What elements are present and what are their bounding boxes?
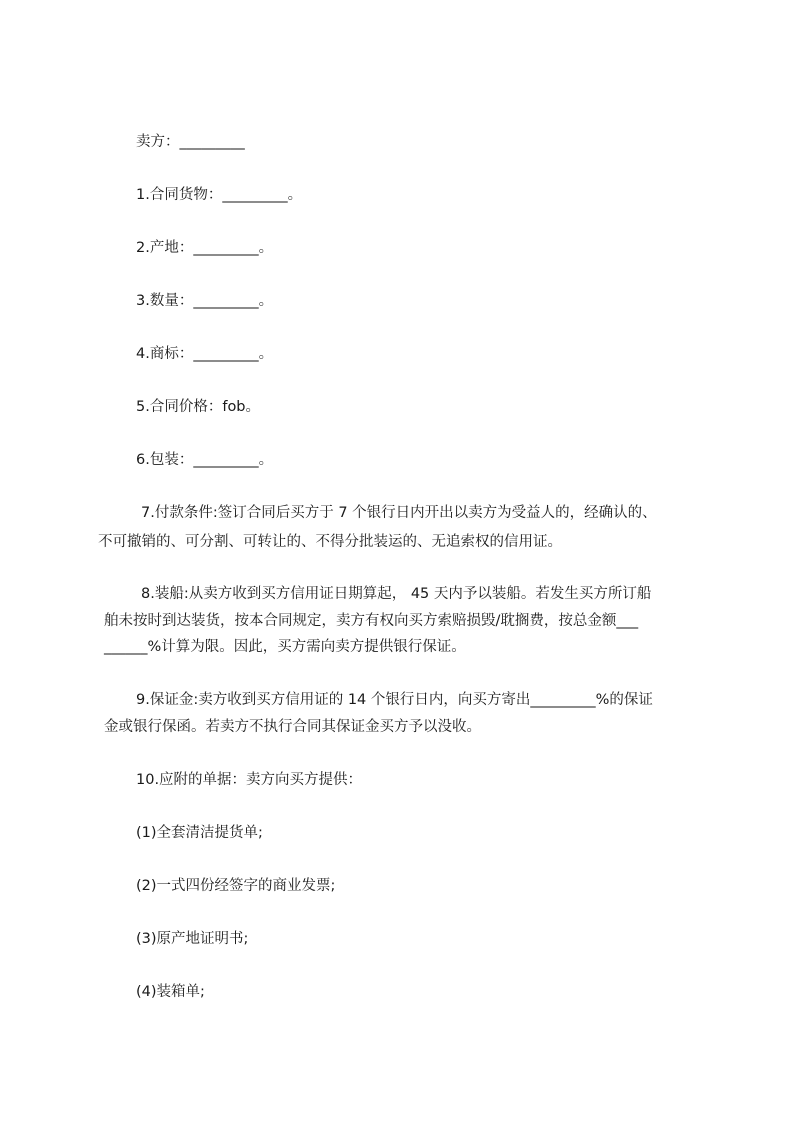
item-packing: 6.包装：_________。	[136, 452, 274, 468]
clause8-line3: ______%计算为限。因此，买方需向卖方提供银行保证。	[104, 639, 466, 655]
seller-line: 卖方：_________	[136, 134, 245, 150]
clause9-line1: 9.保证金:卖方收到买方信用证的 14 个银行日内，向买方寄出_________%的保证	[136, 692, 653, 708]
doc-item-packing-list: (4)装箱单;	[136, 984, 205, 1000]
clause9-line2: 金或银行保函。若卖方不执行合同其保证金买方予以没收。	[104, 719, 481, 735]
clause7-line2: 不可撤销的、可分割、可转让的、不得分批装运的、无追索权的信用证。	[98, 534, 562, 550]
clause10-heading: 10.应附的单据：卖方向买方提供：	[136, 772, 363, 788]
clause8-line1: 8.装船:从卖方收到买方信用证日期算起， 45 天内予以装船。若发生买方所订船	[141, 586, 652, 602]
item-quantity: 3.数量：_________。	[136, 293, 274, 309]
doc-item-commercial-invoice: (2)一式四份经签字的商业发票;	[136, 878, 336, 894]
item-trademark: 4.商标：_________。	[136, 346, 274, 362]
doc-item-certificate-of-origin: (3)原产地证明书;	[136, 931, 249, 947]
item-contract-price: 5.合同价格：fob。	[136, 399, 261, 415]
clause7-line1: 7.付款条件:签订合同后买方于 7 个银行日内开出以卖方为受益人的，经确认的、	[141, 505, 657, 521]
item-contract-goods: 1.合同货物：_________。	[136, 187, 303, 203]
doc-item-bill-of-lading: (1)全套清洁提货单;	[136, 825, 263, 841]
item-origin: 2.产地：_________。	[136, 240, 274, 256]
clause8-line2: 舶未按时到达装货，按本合同规定，卖方有权向买方索赔损毁/耽搁费，按总金额___	[104, 613, 639, 629]
